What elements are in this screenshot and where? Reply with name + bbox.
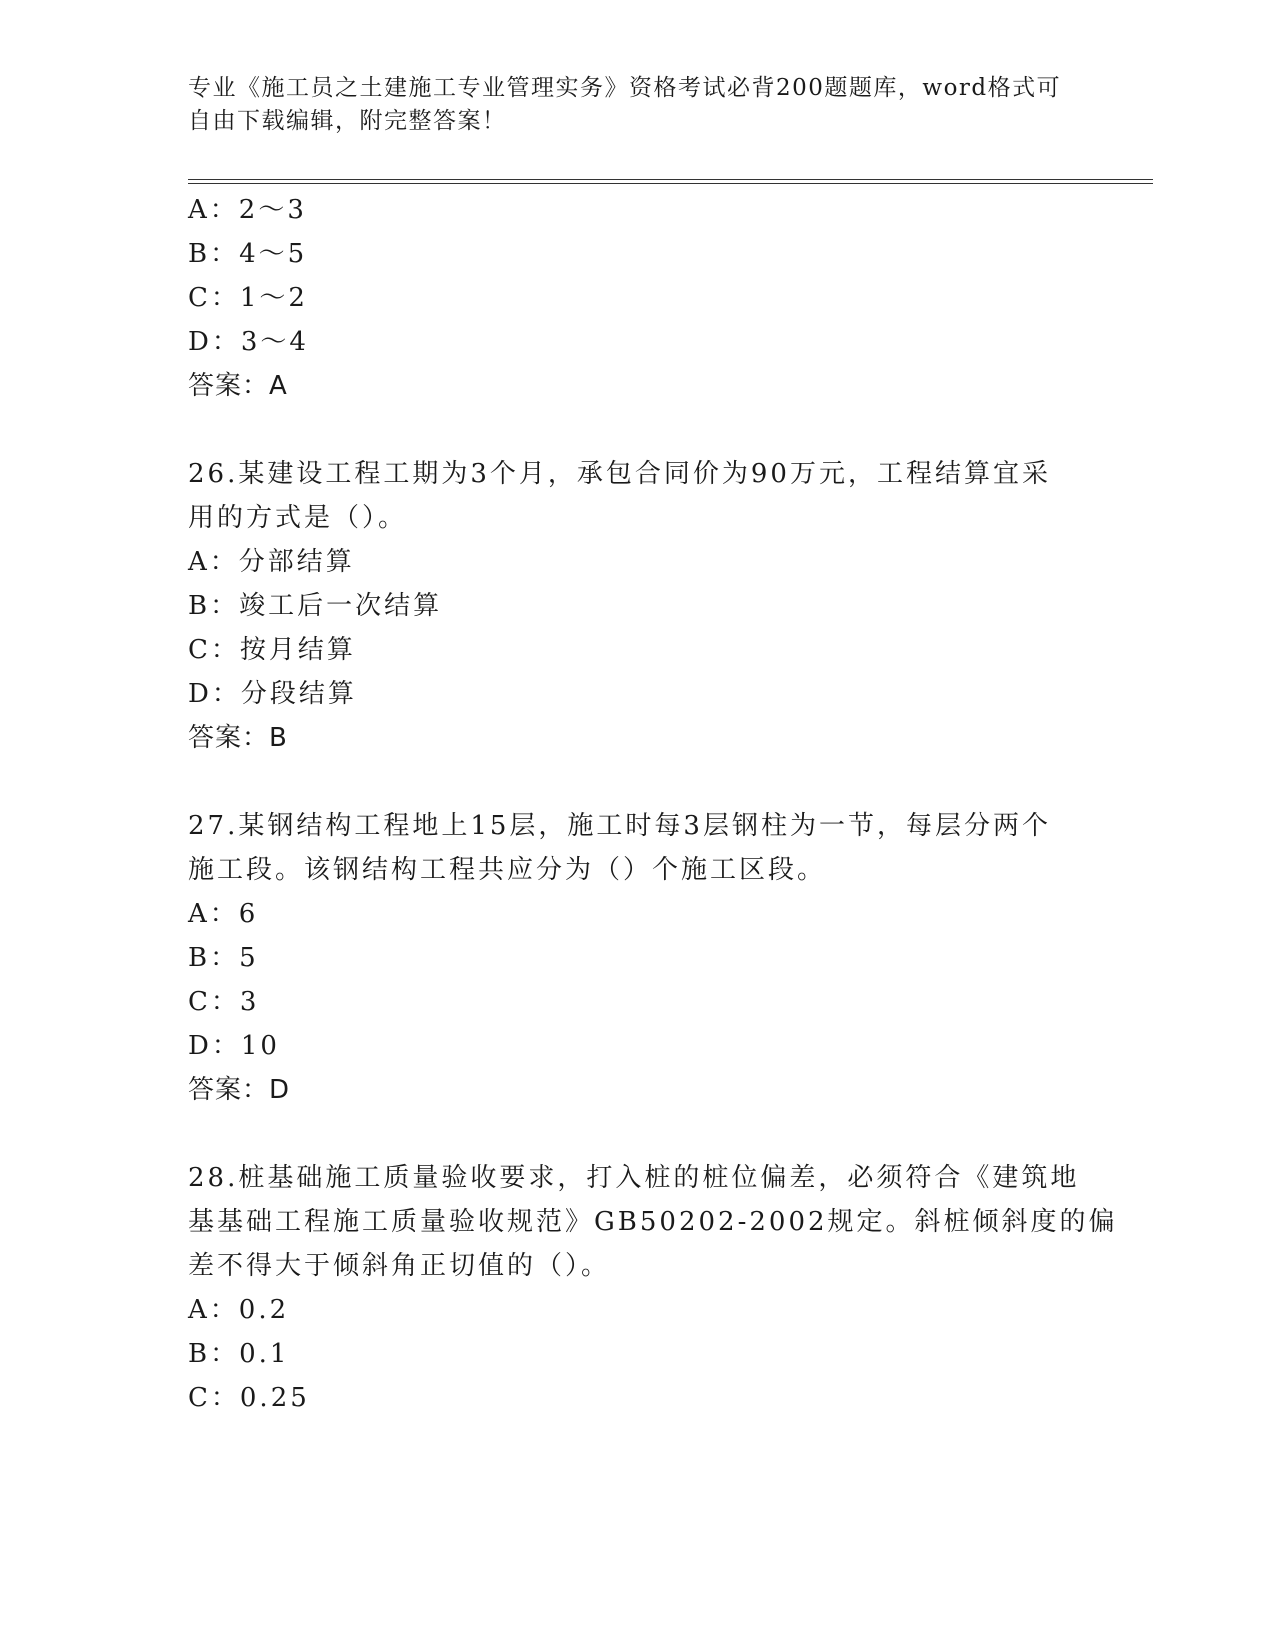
question-stem-line-3: 差不得大于倾斜角正切值的（）。 (188, 1251, 611, 1281)
option-a: A：6 (188, 899, 259, 929)
option-d: D：10 (188, 1031, 280, 1061)
option-b: B：竣工后一次结算 (188, 591, 443, 621)
question-stem-line-1: 28.桩基础施工质量验收要求，打入桩的桩位偏差，必须符合《建筑地 (188, 1163, 1080, 1193)
option-b: B：0.1 (188, 1339, 290, 1369)
option-c: C：0.25 (188, 1383, 310, 1413)
option-a: A：0.2 (188, 1295, 290, 1325)
question-stem-line-1: 27.某钢结构工程地上15层，施工时每3层钢柱为一节，每层分两个 (188, 811, 1051, 841)
answer-line: 答案：D (188, 1075, 291, 1105)
header-title-line-1: 专业《施工员之土建施工专业管理实务》资格考试必背200题题库，word格式可 (188, 75, 1062, 101)
option-d: D：分段结算 (188, 679, 357, 709)
document-header (188, 72, 1068, 138)
option-b: B：4～5 (188, 239, 308, 269)
option-b: B：5 (188, 943, 259, 973)
answer-line: 答案：A (188, 371, 288, 401)
answer-line: 答案：B (188, 723, 288, 753)
option-c: C：按月结算 (188, 635, 356, 665)
option-d: D：3～4 (188, 327, 309, 357)
option-c: C：3 (188, 987, 260, 1017)
header-title-line-2: 自由下载编辑，附完整答案！ (188, 108, 507, 134)
question-stem-line-2: 施工段。该钢结构工程共应分为（）个施工区段。 (188, 855, 827, 885)
header-divider-bottom (188, 183, 1153, 184)
question-stem-line-2: 基基础工程施工质量验收规范》GB50202-2002规定。斜桩倾斜度的偏 (188, 1207, 1118, 1237)
question-stem-line-1: 26.某建设工程工期为3个月，承包合同价为90万元，工程结算宜采 (188, 459, 1051, 489)
option-a: A：2～3 (188, 195, 307, 225)
option-a: A：分部结算 (188, 547, 355, 577)
question-stem-line-2: 用的方式是（）。 (188, 503, 408, 533)
header-divider-top (188, 179, 1153, 180)
option-c: C：1～2 (188, 283, 308, 313)
